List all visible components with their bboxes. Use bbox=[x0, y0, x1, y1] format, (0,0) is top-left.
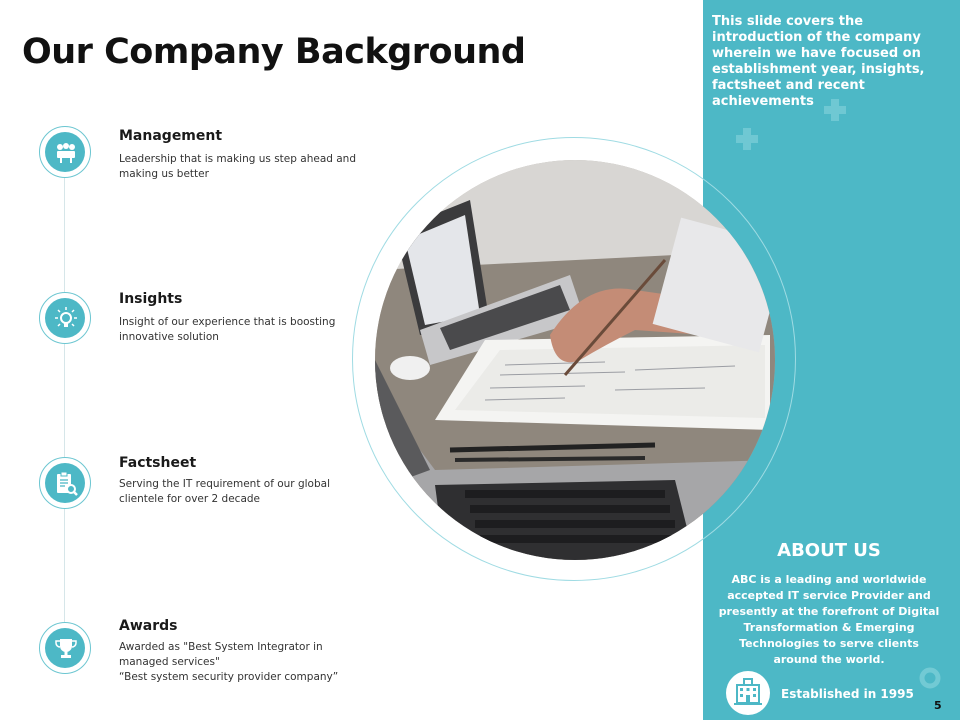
about-us-text: ABC is a leading and worldwide accepted IT service Provider and presently at the forefront of Digital Transformation & Emerging Technologies to serve clients around the world. bbox=[718, 573, 940, 666]
item-desc-management: Leadership that is making us step ahead and making us better bbox=[119, 153, 357, 180]
item-title-insights: Insights bbox=[119, 291, 183, 307]
clipboard-search-icon bbox=[39, 457, 91, 509]
ring-decoration-icon bbox=[918, 666, 942, 690]
about-us-heading: ABOUT US bbox=[777, 540, 881, 561]
office-desk-photo bbox=[375, 160, 775, 560]
item-desc-insights: Insight of our experience that is boosting innovative solution bbox=[119, 316, 336, 343]
page-number: 5 bbox=[934, 699, 942, 712]
idea-bulb-icon bbox=[39, 292, 91, 344]
trophy-icon bbox=[39, 622, 91, 674]
timeline-line bbox=[64, 152, 65, 648]
team-meeting-icon bbox=[39, 126, 91, 178]
building-icon bbox=[726, 671, 770, 715]
item-title-factsheet: Factsheet bbox=[119, 455, 197, 471]
item-desc-factsheet: Serving the IT requirement of our global clientele for over 2 decade bbox=[119, 478, 330, 505]
page-title: Our Company Background bbox=[22, 32, 526, 72]
intro-text: This slide covers the introduction of the company wherein we have focused on establishment year, insights, factsheet and recent achievements bbox=[712, 14, 925, 109]
established-badge bbox=[726, 671, 916, 715]
item-desc-awards: Awarded as "Best System Integrator in managed services" “Best system security provider company” bbox=[119, 641, 339, 683]
established-text: Established in 1995 bbox=[781, 687, 914, 701]
item-title-management: Management bbox=[119, 128, 223, 144]
item-title-awards: Awards bbox=[119, 618, 178, 634]
plus-decoration-icon bbox=[736, 128, 758, 150]
